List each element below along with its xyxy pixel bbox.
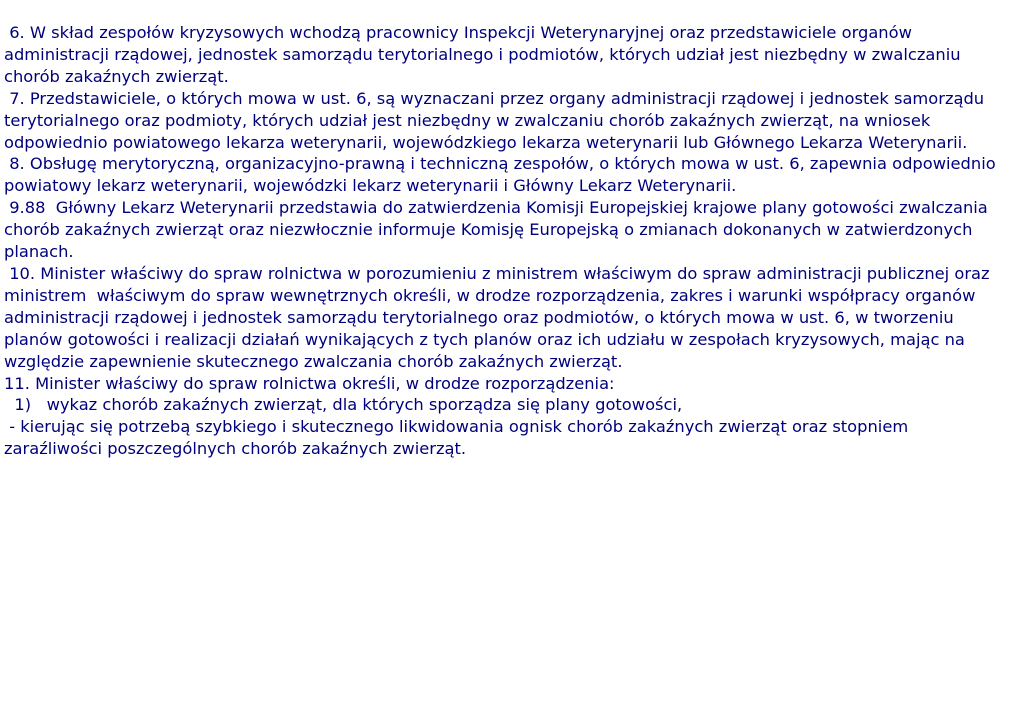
paragraph-ust-10: 10. Minister właściwy do spraw rolnictwa w porozumieniu z ministrem właściwym do spraw administracji publicznej oraz ministrem właściwym do spraw wewnętrznych określi, w drodze rozporządzenia, zakres i warunki współpracy organów administracji rządowej i jednostek samorządu terytorialnego oraz podmiotów, o których mowa w ust. 6, w tworzeniu planów gotowości i realizacji działań wynikających z tych planów oraz ich udziału w zespołach kryzysowych, mając na względzie zapewnienie skutecznego zwalczania chorób zakaźnych zwierząt. [4,263,995,371]
paragraph-ust-6: 6. W skład zespołów kryzysowych wchodzą pracownicy Inspekcji Weterynaryjnej oraz przedstawiciele organów administracji rządowej, jednostek samorządu terytorialnego i podmiotów, których udział jest niezbędny w zwalczaniu chorób zakaźnych zwierząt. [4,23,966,86]
paragraph-ust-7: 7. Przedstawiciele, o których mowa w ust. 6, są wyznaczani przez organy administracji rządowej i jednostek samorządu terytorialnego oraz podmioty, których udział jest niezbędny w zwalczaniu chorób zakaźnych zwierząt, na wniosek odpowiednio powiatowego lekarza weterynarii, wojewódzkiego lekarza weterynarii lub Głównego Lekarza Weterynarii. [4,88,990,152]
paragraph-ust-11: 11. Minister właściwy do spraw rolnictwa określi, w drodze rozporządzenia: [4,373,615,393]
paragraph-closing-clause: - kierując się potrzebą szybkiego i skutecznego likwidowania ognisk chorób zakaźnych zwierząt oraz stopniem zaraźliwości poszczególnych chorób zakaźnych zwierząt. [4,417,919,459]
list-item-1: 1) wykaz chorób zakaźnych zwierząt, dla których sporządza się plany gotowości, [4,395,683,415]
paragraph-ust-9: 9.88 Główny Lekarz Weterynarii przedstawia do zatwierdzenia Komisji Europejskiej krajowe plany gotowości zwalczania chorób zakaźnych zwierząt oraz niezwłocznie informuje Komisję Europejską o zmianach dokonanych w zatwierdzonych planach. [4,198,993,262]
document-body [4,22,1014,460]
paragraph-ust-8: 8. Obsługę merytoryczną, organizacyjno-prawną i techniczną zespołów, o których mowa w ust. 6, zapewnia odpowiednio powiatowy lekarz weterynarii, wojewódzki lekarz weterynarii i Główny Lekarz Weterynarii. [4,154,1001,196]
